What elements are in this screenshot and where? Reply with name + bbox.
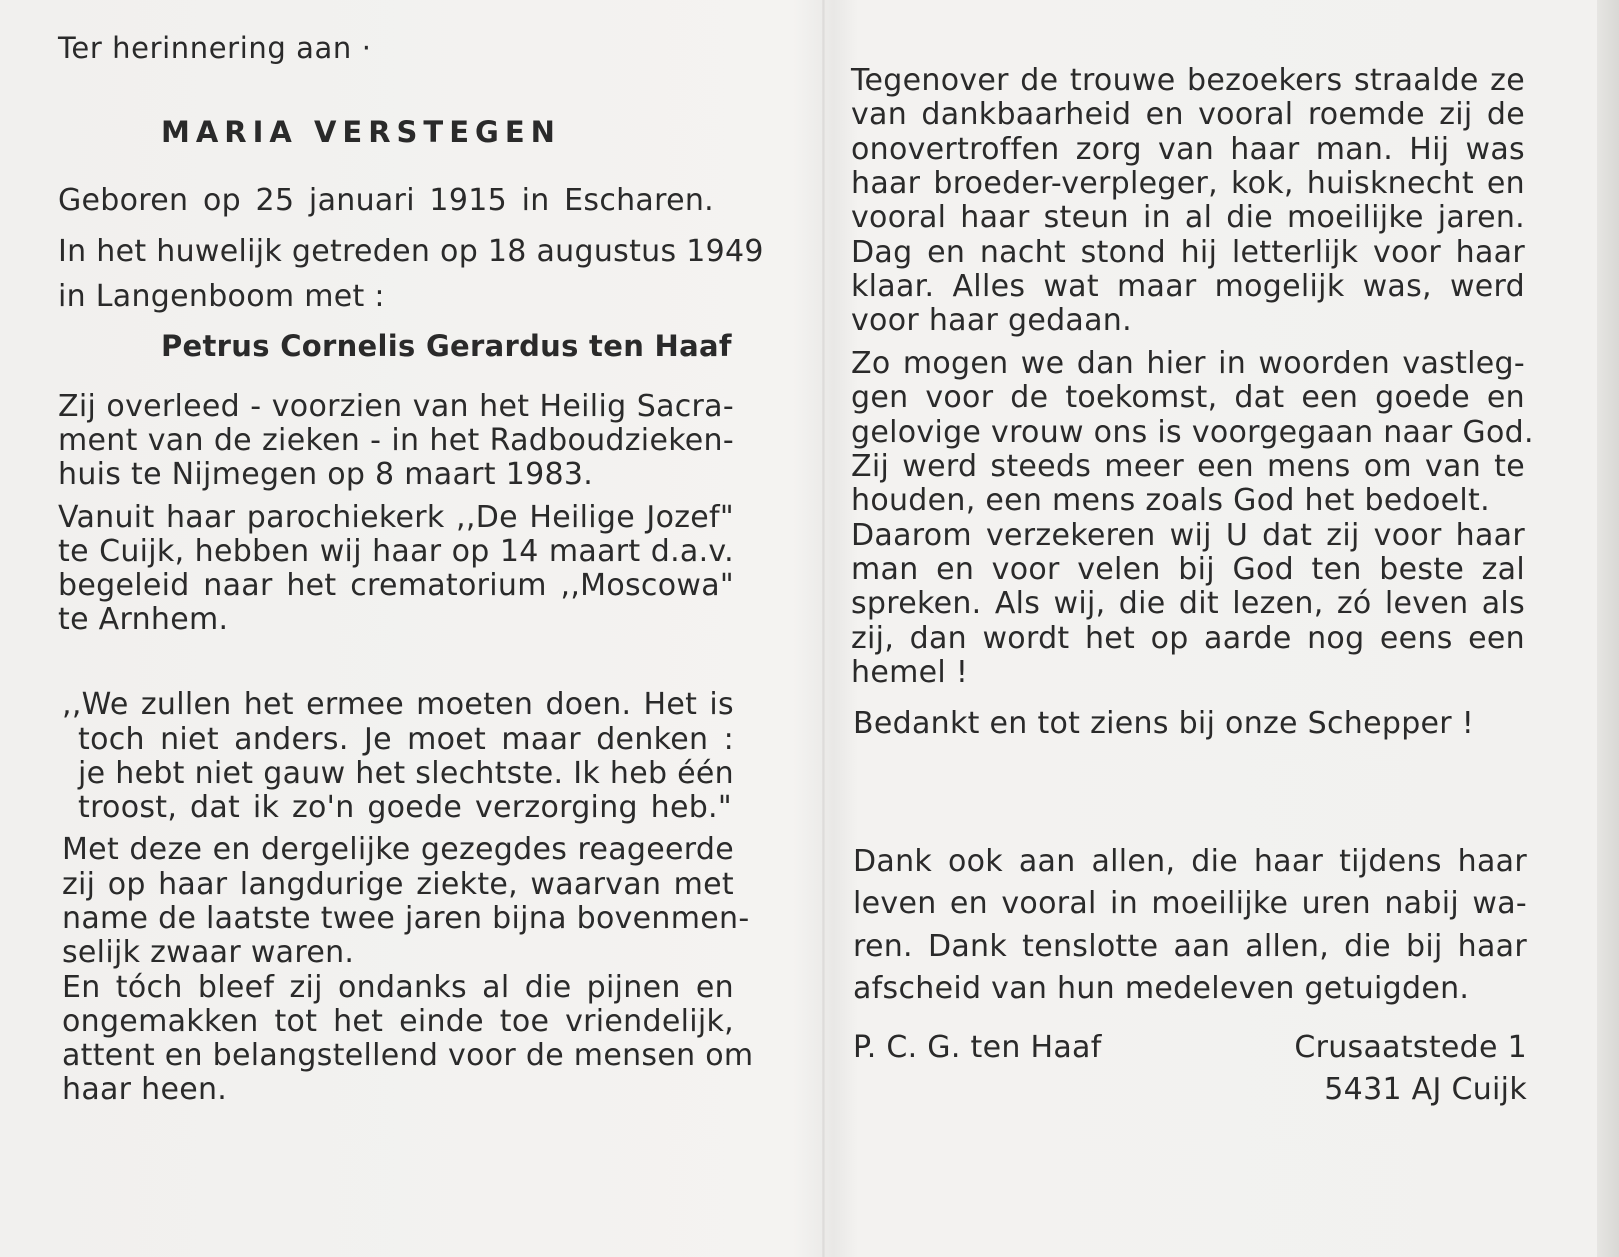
death-line: ment van de zieken - in het Radboudzieken- [58,423,734,458]
friendly-line: attent en belangstellend voor de mensen om [62,1038,754,1073]
cremation-line: begeleid naar het crematorium ,,Moscowa" [58,568,734,603]
thanks-line: afscheid van hun medeleven getuigden. [853,971,1470,1006]
friendly-line: En tóch bleef zij ondanks al die pijnen en [62,970,734,1005]
marriage-line: in Langenboom met : [58,279,385,314]
fold-line [822,0,825,1257]
thanks-line: leven en vooral in moeilijke uren nabij wa- [853,886,1527,921]
spouse-name: Petrus Cornelis Gerardus ten Haaf [161,329,732,363]
farewell-line: Bedankt en tot ziens bij onze Schepper ! [853,706,1475,741]
words-line: Zij werd steeds meer een mens om van te [851,449,1525,484]
words-line: Daarom verzekeren wij U dat zij voor haar [851,518,1525,553]
words-line: zij, dan wordt het op aarde nog eens een [851,621,1525,656]
thanks-line: ren. Dank tenslotte aan allen, die bij haar [853,929,1527,964]
quote-line: troost, dat ik zo'n goede verzorging heb." [78,790,732,825]
death-line: huis te Nijmegen op 8 maart 1983. [58,457,594,492]
words-line: Zo mogen we dan hier in woorden vastleg- [851,346,1525,381]
gratitude-line: Dag en nacht stond hij letterlijk voor haar [851,235,1525,270]
friendly-line: ongemakken tot het einde toe vriendelijk, [62,1004,734,1039]
cremation-line: te Arnhem. [58,602,229,637]
words-line: spreken. Als wij, die dit lezen, zó leven als [851,586,1525,621]
quote-line: toch niet anders. Je moet maar denken : [78,722,734,757]
sayings-line: Met deze en dergelijke gezegdes reageerde [62,832,734,867]
gratitude-line: van dankbaarheid en vooral roemde zij de [851,97,1525,132]
gratitude-line: voor haar gedaan. [851,303,1132,338]
death-line: Zij overleed - voorzien van het Heilig Sacra- [58,389,734,424]
intro-text: Ter herinnering aan · [58,31,372,65]
gratitude-line: klaar. Alles wat maar mogelijk was, werd [851,269,1525,304]
friendly-line: haar heen. [62,1072,228,1107]
sayings-line: selijk zwaar waren. [62,935,355,970]
gratitude-line: Tegenover de trouwe bezoekers straalde ze [851,63,1525,98]
sayings-line: name de laatste twee jaren bijna bovenmen- [62,901,750,936]
thanks-line: Dank ook aan allen, die haar tijdens haar [853,844,1527,879]
gratitude-line: onovertroffen zorg van haar man. Hij was [851,132,1525,167]
gratitude-line: haar broeder-verpleger, kok, huisknecht en [851,166,1525,201]
words-line: hemel ! [851,655,969,690]
birth-line: Geboren op 25 januari 1915 in Escharen. [58,183,714,218]
cremation-line: te Cuijk, hebben wij haar op 14 maart d.a.v. [58,534,734,569]
marriage-line: In het huwelijk getreden op 18 augustus 1949 [58,234,764,269]
words-line: gelovige vrouw ons is voorgegaan naar God. [851,415,1534,450]
words-line: man en voor velen bij God ten beste zal [851,552,1525,587]
deceased-name: MARIA VERSTEGEN [161,115,561,149]
cremation-line: Vanuit haar parochiekerk ,,De Heilige Jozef" [58,500,734,535]
signature-city: 5431 AJ Cuijk [1324,1072,1527,1107]
quote-line: je hebt niet gauw het slechtste. Ik heb één [78,756,734,791]
sayings-line: zij op haar langdurige ziekte, waarvan met [62,867,734,902]
words-line: houden, een mens zoals God het bedoelt. [851,483,1490,518]
card-edge [1597,0,1619,1257]
words-line: gen voor de toekomst, dat een goede en [851,380,1525,415]
quote-line: ,,We zullen het ermee moeten doen. Het is [62,687,734,722]
gratitude-line: vooral haar steun in al die moeilijke jaren. [851,200,1525,235]
signature-name: P. C. G. ten Haaf [853,1030,1102,1065]
signature-street: Crusaatstede 1 [1294,1030,1527,1065]
